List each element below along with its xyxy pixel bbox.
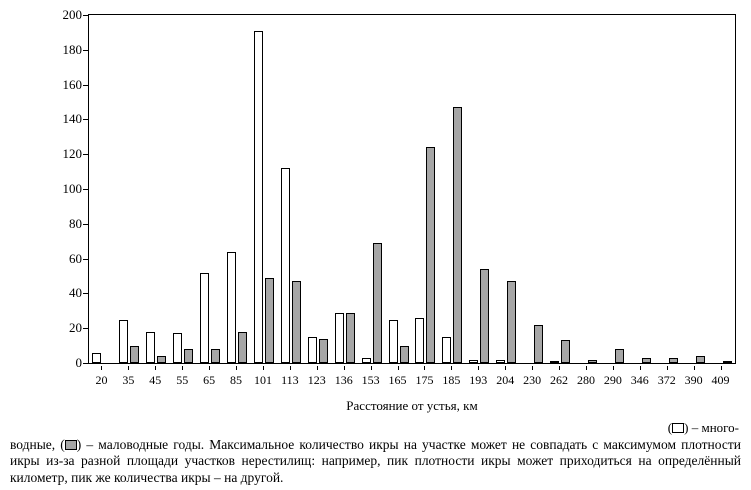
bar <box>346 313 355 363</box>
x-tick-label: 230 <box>523 373 542 387</box>
bars-layer <box>89 15 735 363</box>
bar <box>157 356 166 363</box>
x-tick-label: 165 <box>388 373 407 387</box>
x-tick-label: 113 <box>281 373 299 387</box>
y-tick-label: 20 <box>69 320 82 336</box>
x-tick-label: 185 <box>442 373 461 387</box>
x-tick-label: 35 <box>122 373 135 387</box>
bar <box>184 349 193 363</box>
x-tick-label: 372 <box>657 373 676 387</box>
x-tick-label: 204 <box>496 373 515 387</box>
y-tick-label: 180 <box>62 41 82 57</box>
x-tick-mark <box>640 366 641 370</box>
x-tick-label: 20 <box>95 373 108 387</box>
x-tick-label: 346 <box>630 373 649 387</box>
x-tick-mark <box>559 366 560 370</box>
bar <box>389 320 398 364</box>
bar <box>642 358 651 363</box>
x-tick-mark <box>209 366 210 370</box>
caption-text-rest: ) – маловодные годы. Максимальное количество икры на участке может не совпадать с максимумом плотности икры из-за разной площади участков нерестилищ: например, пик плотности икры может приходиться на определённый километр, пик же количества икры – на другой. <box>10 437 741 485</box>
bar <box>173 333 182 363</box>
bar <box>362 358 371 363</box>
bar <box>534 325 543 363</box>
y-axis-ticks <box>0 7 88 370</box>
bar <box>415 318 424 363</box>
y-tick-label: 0 <box>75 355 82 370</box>
bar <box>238 332 247 363</box>
x-axis-title: Расстояние от устья, км <box>346 398 478 413</box>
bar <box>92 353 101 363</box>
bar <box>130 346 139 363</box>
y-tick-label: 40 <box>69 285 82 301</box>
bar <box>507 281 516 363</box>
bar <box>373 243 382 363</box>
x-tick-mark <box>182 366 183 370</box>
y-tick-label: 140 <box>62 111 82 127</box>
legend-open-label: – много- <box>691 420 739 435</box>
bar <box>119 320 128 364</box>
bar <box>480 269 489 363</box>
x-tick-label: 65 <box>203 373 216 387</box>
x-tick-mark <box>721 366 722 370</box>
y-tick-label: 160 <box>62 76 82 92</box>
bar <box>615 349 624 363</box>
bar <box>308 337 317 363</box>
bar <box>469 360 478 363</box>
y-tick-label: 80 <box>69 215 82 231</box>
bar <box>426 147 435 363</box>
bar <box>400 346 409 363</box>
y-tick-label: 100 <box>62 181 82 196</box>
x-tick-mark <box>451 366 452 370</box>
x-tick-mark <box>613 366 614 370</box>
caption-text-start: водные, ( <box>10 437 65 452</box>
bar <box>561 340 570 363</box>
x-tick-label: 280 <box>576 373 595 387</box>
x-tick-label: 290 <box>603 373 622 387</box>
x-tick-mark <box>317 366 318 370</box>
bar <box>319 339 328 363</box>
x-tick-label: 136 <box>334 373 353 387</box>
bar <box>496 360 505 363</box>
x-tick-mark <box>694 366 695 370</box>
x-tick-mark <box>371 366 372 370</box>
bar <box>335 313 344 363</box>
bar <box>211 349 220 363</box>
y-tick-label: 120 <box>62 146 82 162</box>
x-tick-mark <box>478 366 479 370</box>
bar <box>696 356 705 363</box>
x-tick-mark <box>586 366 587 370</box>
x-tick-mark <box>505 366 506 370</box>
y-tick-label: 200 <box>62 7 82 22</box>
bar <box>146 332 155 363</box>
x-tick-label: 101 <box>253 373 272 387</box>
x-tick-label: 175 <box>415 373 434 387</box>
x-tick-label: 153 <box>361 373 380 387</box>
bar <box>550 361 559 363</box>
bar <box>588 360 597 363</box>
open-square-swatch-icon <box>672 423 684 433</box>
bar <box>227 252 236 363</box>
x-tick-mark <box>667 366 668 370</box>
bar <box>254 31 263 363</box>
x-tick-label: 390 <box>684 373 703 387</box>
x-tick-mark <box>424 366 425 370</box>
bar <box>265 278 274 363</box>
x-tick-mark <box>398 366 399 370</box>
bar <box>453 107 462 363</box>
bar <box>723 361 732 363</box>
bar <box>292 281 301 363</box>
x-tick-mark <box>128 366 129 370</box>
x-axis-ticks <box>88 366 736 396</box>
x-tick-mark <box>155 366 156 370</box>
y-tick-label: 60 <box>69 250 82 266</box>
x-tick-label: 55 <box>176 373 189 387</box>
x-tick-mark <box>236 366 237 370</box>
x-tick-label: 85 <box>230 373 243 387</box>
x-tick-label: 193 <box>469 373 488 387</box>
x-tick-mark <box>532 366 533 370</box>
x-tick-mark <box>263 366 264 370</box>
filled-square-swatch-icon <box>65 440 77 450</box>
x-tick-mark <box>344 366 345 370</box>
x-tick-mark <box>101 366 102 370</box>
bar <box>442 337 451 363</box>
bar <box>669 358 678 363</box>
figure-caption <box>10 437 741 486</box>
x-tick-label: 45 <box>149 373 162 387</box>
legend: ( ) – много- <box>667 420 739 435</box>
x-tick-label: 409 <box>711 373 730 387</box>
x-tick-label: 123 <box>307 373 326 387</box>
x-tick-label: 262 <box>550 373 569 387</box>
x-tick-mark <box>290 366 291 370</box>
bar <box>200 273 209 363</box>
bar <box>281 168 290 363</box>
